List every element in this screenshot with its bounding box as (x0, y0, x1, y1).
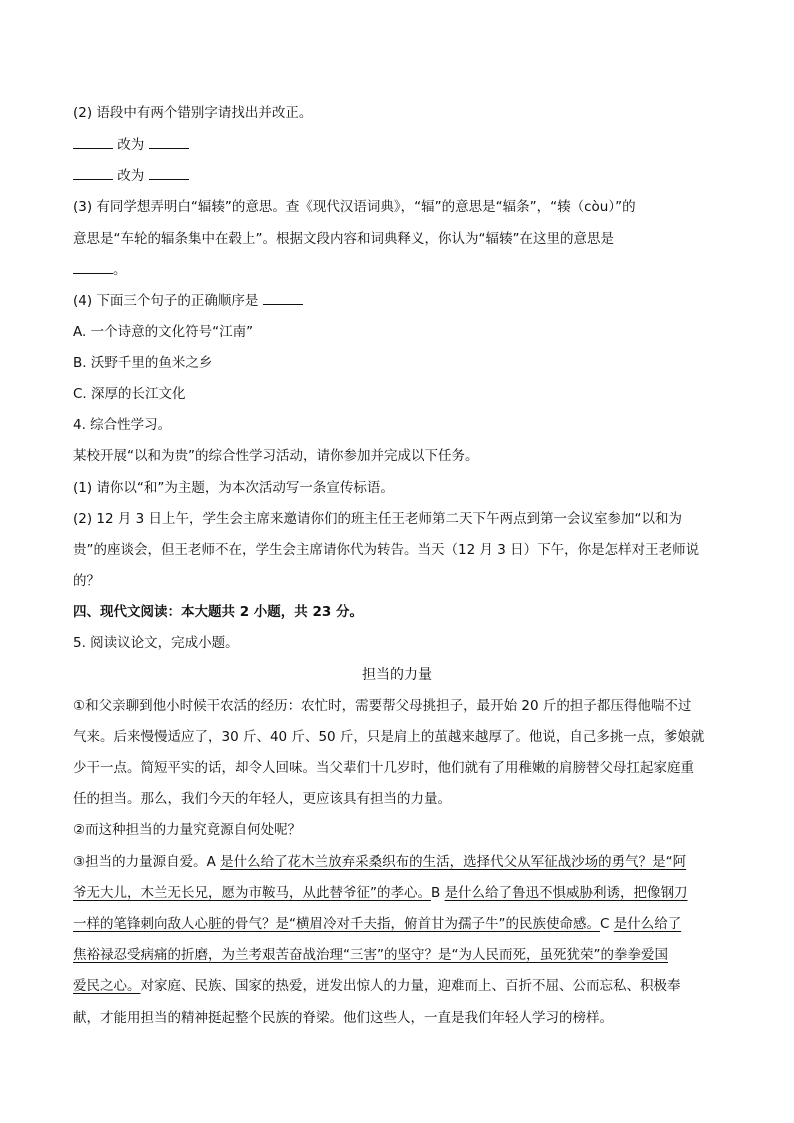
article-p1-line: 少干一点。简短平实的话，却令人回味。当父辈们十几岁时，他们就有了用稚嫩的肩膀替父母扛起家庭重 (73, 760, 694, 776)
article-p1-line: 任的担当。那么，我们今天的年轻人，更应该具有担当的力量。 (73, 791, 451, 807)
article-p2: ②而这种担当的力量究竟源自何处呢？ (73, 822, 302, 838)
underlined-text: 是什么给了 (613, 916, 682, 932)
underlined-text: 是什么给了花木兰放弃采桑织布的生活，选择代父从军征战沙场的勇气？是“阿 (220, 854, 687, 870)
article-p1-line: 气来。后来慢慢适应了，30 斤、40 斤、50 斤，只是肩上的茧越来越厚了。他说，自己多挑一点，爹娘就 (73, 729, 705, 745)
underlined-text: 一样的笔锋刺向敌人心脏的骨气？是“横眉冷对千夫指，俯首甘为孺子牛”的民族使命感。 (73, 916, 600, 932)
article-p3-line (73, 976, 681, 996)
q3-end-mark: 。 (113, 262, 127, 278)
task-2-line-2: 贵”的座谈会，但王老师不在，学生会主席请你代为转告。当天（12 月 3 日）下午，你是怎样对王老师说 (73, 542, 700, 558)
correction-row-1 (73, 135, 189, 155)
article-p3-line (73, 914, 681, 934)
q2-prompt: (2) 语段中有两个错别字请找出并改正。 (73, 105, 313, 121)
task-2-line-1: (2) 12 月 3 日上午，学生会主席来邀请你们的班主任王老师第二天下午两点到第一会议室参加“以和为 (73, 511, 683, 527)
article-title: 担当的力量 (362, 667, 432, 683)
underlined-text: 焦裕禄忍受病痛的折磨，为兰考艰苦奋战治理“三害”的坚守？是“为人民而死，虽死犹荣”的拳拳爱国 (73, 947, 668, 963)
underlined-text: 爱民之心。 (73, 978, 141, 994)
option-c: C. 深厚的长江文化 (73, 386, 186, 402)
article-p3-line (73, 945, 668, 965)
article-p1-line: ①和父亲聊到他小时候干农活的经历：农忙时，需要帮父母挑担子，最开始 20 斤的担子都压得他喘不过 (73, 698, 692, 714)
marker-c: C (600, 916, 614, 932)
q3-line-2: 意思是“车轮的辐条集中在毂上”。根据文段内容和词典释义，你认为“辐辏”在这里的意思是 (73, 231, 614, 247)
task-1: (1) 请你以“和”为主题，为本次活动写一条宣传标语。 (73, 480, 394, 496)
underlined-text: 爷无大儿，木兰无长兄，愿为市鞍马，从此替爷征”的孝心。 (73, 885, 431, 901)
task-2-line-3: 的？ (73, 573, 100, 589)
correction-row-2 (73, 166, 189, 186)
marker-b: B (431, 885, 445, 901)
section4-heading: 4. 综合性学习。 (73, 417, 172, 433)
q4-prompt-row (73, 291, 303, 311)
change-word: 改为 (117, 168, 145, 184)
option-b: B. 沃野千里的鱼米之乡 (73, 355, 213, 371)
change-word: 改为 (117, 137, 145, 153)
p3-lead: ③担当的力量源自爱。A (73, 854, 221, 870)
p3-text: 对家庭、民族、国家的热爱，迸发出惊人的力量，迎难而上、百折不屈、公而忘私、积极奉 (140, 978, 681, 994)
article-p3-line (73, 852, 686, 872)
q5-prompt: 5. 阅读议论文，完成小题。 (73, 635, 239, 651)
section-heading: 四、现代文阅读：本大题共 2 小题，共 23 分。 (73, 604, 363, 620)
section4-intro: 某校开展“以和为贵”的综合性学习活动，请你参加并完成以下任务。 (73, 448, 479, 464)
answer-blank[interactable] (149, 167, 189, 180)
answer-blank[interactable] (263, 292, 303, 305)
option-a: A. 一个诗意的文化符号“江南” (73, 324, 254, 340)
answer-blank[interactable] (149, 136, 189, 149)
answer-blank[interactable] (73, 136, 113, 149)
underlined-text: 是什么给了鲁迅不惧威胁利诱，把像钢刀 (444, 885, 688, 901)
q3-answer-row (73, 260, 127, 280)
answer-blank[interactable] (73, 261, 113, 274)
q4-prompt: (4) 下面三个句子的正确顺序是 (73, 293, 259, 309)
article-p3-line (73, 883, 688, 903)
q3-line-1: (3) 有同学想弄明白“辐辏”的意思。查《现代汉语词典》，“辐”的意思是“辐条”，“辏（còu）”的 (73, 199, 636, 215)
article-p3-line: 献，才能用担当的精神挺起整个民族的脊梁。他们这些人，一直是我们年轻人学习的榜样。 (73, 1010, 613, 1026)
answer-blank[interactable] (73, 167, 113, 180)
